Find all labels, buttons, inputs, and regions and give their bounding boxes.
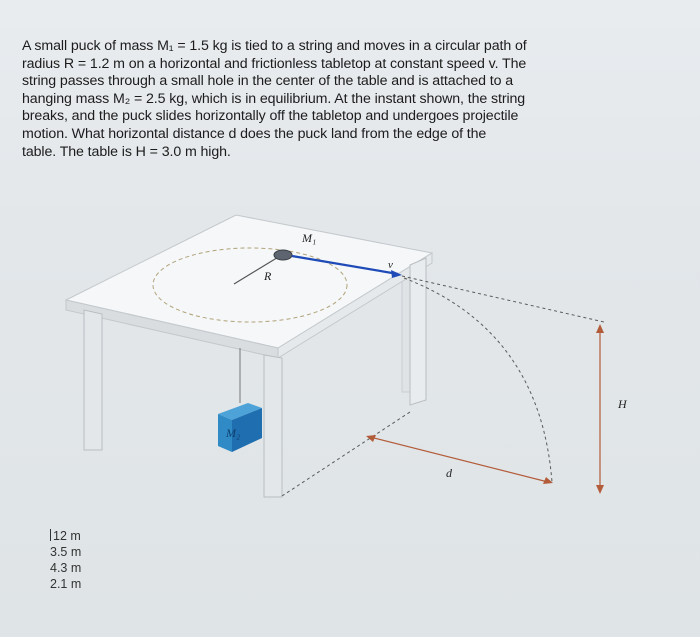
label-v: v xyxy=(388,259,393,271)
label-m2: M₂ xyxy=(226,426,241,440)
problem-line: table. The table is H = 3.0 m high. xyxy=(22,143,231,160)
height-h-arrow xyxy=(596,324,604,494)
answer-option-2[interactable]: 3.5 m xyxy=(50,545,82,559)
label-r: R xyxy=(264,269,272,283)
puck-m1 xyxy=(274,250,292,260)
problem-line: A small puck of mass M₁ = 1.5 kg is tied to a string and moves in a circular path of xyxy=(22,38,527,54)
problem-text xyxy=(22,38,662,161)
option-cursor-marker xyxy=(50,529,51,541)
table-diagram xyxy=(0,185,700,515)
answer-option-1[interactable] xyxy=(50,528,81,544)
answer-options xyxy=(50,528,81,592)
problem-line: string passes through a small hole in the center of the table and is attached to a xyxy=(22,73,514,90)
table-height-dashed-line xyxy=(402,276,604,322)
problem-line: breaks, and the puck slides horizontally off the tabletop and undergoes projectile xyxy=(22,108,519,125)
answer-option-3[interactable]: 4.3 m xyxy=(50,561,82,575)
distance-d-arrow xyxy=(366,435,553,484)
label-d: d xyxy=(446,466,452,480)
problem-line: radius R = 1.2 m on a horizontal and frictionless tabletop at constant speed v. The xyxy=(22,55,527,72)
label-m1: M₁ xyxy=(302,231,317,245)
label-h: H xyxy=(618,397,627,411)
floor-dashed-line xyxy=(282,412,410,496)
problem-line: hanging mass M₂ = 2.5 kg, which is in equilibrium. At the instant shown, the string xyxy=(22,90,526,107)
answer-option-text: 12 m xyxy=(53,529,81,543)
answer-option-4[interactable]: 2.1 m xyxy=(50,577,82,591)
table-top xyxy=(66,215,432,358)
problem-line: motion. What horizontal distance d does the puck land from the edge of the xyxy=(22,125,487,142)
